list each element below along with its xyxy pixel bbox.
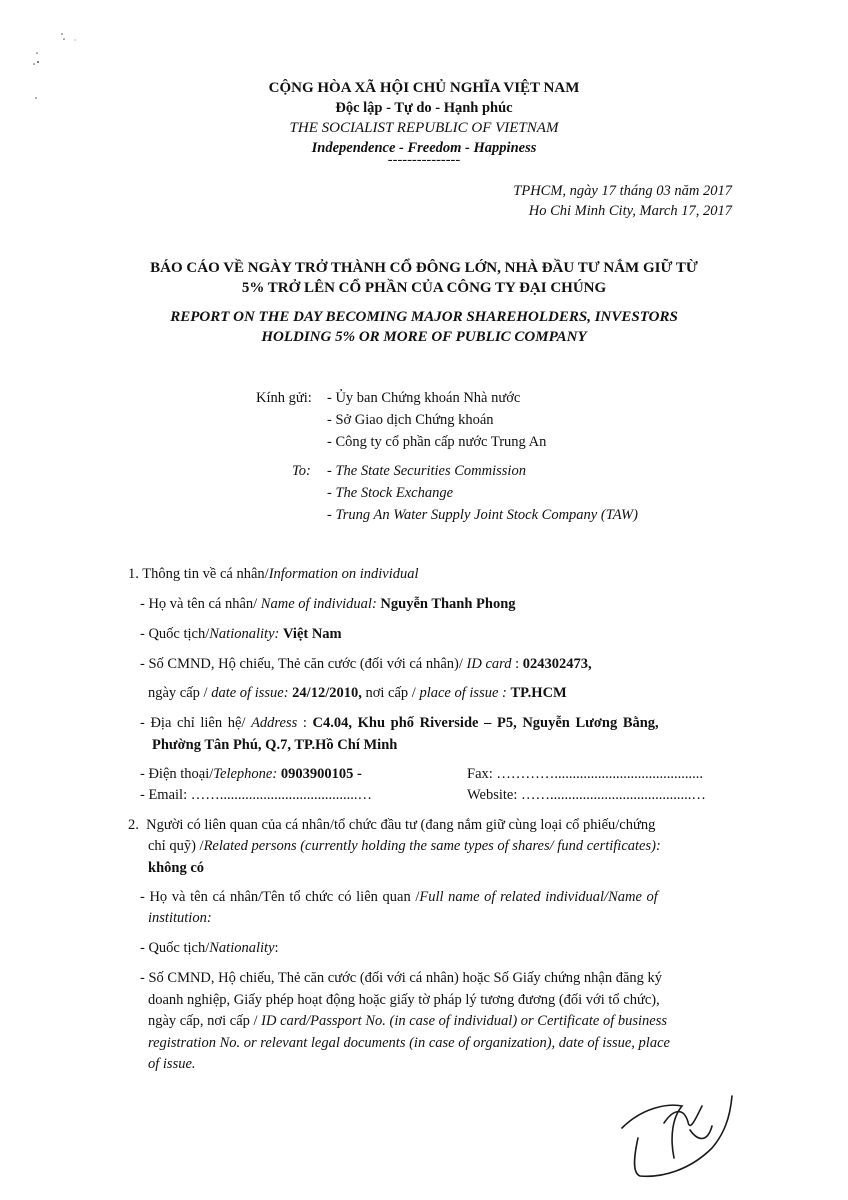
related-id-line3 (148, 1013, 667, 1030)
id-value: 024302473, (522, 656, 592, 672)
website-field: Website: …….......................................… (467, 787, 706, 803)
email-field: - Email: ……......................................… (140, 787, 372, 803)
related-nationality-label-vn: - Quốc tịch/ (140, 940, 210, 956)
telephone-label-en: Telephone: (213, 766, 278, 782)
section2-text-line2-en: Related persons (currently holding the same types of shares/ fund certificates): (203, 838, 661, 854)
section1-heading-en: Information on individual (268, 566, 419, 582)
individual-name-row (140, 596, 516, 613)
telephone-row (140, 766, 362, 783)
title-en-line2: HOLDING 5% OR MORE OF PUBLIC COMPANY (261, 329, 587, 345)
scan-specks (20, 20, 100, 130)
issue-date-value: 24/12/2010, (292, 685, 362, 701)
recipient-vn-1: - Ủy ban Chứng khoán Nhà nước (327, 390, 521, 406)
related-id-line1: - Số CMND, Hộ chiếu, Thẻ căn cước (đối với cá nhân) hoặc Số Giấy chứng nhận đăng ký (140, 970, 663, 986)
issue-place-label-vn: nơi cấp / (365, 685, 416, 701)
country-name-vn: CỘNG HÒA XÃ HỘI CHỦ NGHĨA VIỆT NAM (268, 80, 580, 96)
section1-number: 1. (128, 566, 139, 582)
related-id-line4: registration No. or relevant legal documents (in case of organization), date of issue, place (148, 1035, 670, 1051)
issue-place-value: TP.HCM (510, 685, 567, 701)
nationality-row (140, 626, 342, 643)
name-label-en: Name of individual: (260, 596, 377, 612)
section1-heading (128, 566, 419, 583)
id-label-vn: - Số CMND, Hộ chiếu, Thẻ căn cước (đối với cá nhân)/ (140, 656, 463, 672)
header-divider: --------------- (387, 152, 461, 168)
related-id-line2: doanh nghiệp, Giấy phép hoạt động hoặc giấy tờ pháp lý tương đương (đối với tổ chức), (148, 992, 660, 1008)
recipient-en-2: - The Stock Exchange (327, 485, 454, 501)
dateline-en: Ho Chi Minh City, March 17, 2017 (528, 203, 732, 219)
recipients-label-en: To: (292, 463, 311, 479)
related-nationality-label-en: Nationality (209, 940, 275, 956)
issue-row (148, 685, 567, 702)
handwritten-signature (612, 1078, 752, 1188)
address-label-vn: - Địa chỉ liên hệ/ (140, 715, 246, 731)
title-en-line1: REPORT ON THE DAY BECOMING MAJOR SHAREHOLDERS, INVESTORS (170, 309, 678, 325)
related-id-line5: of issue. (148, 1056, 196, 1072)
name-label-vn: - Họ và tên cá nhân/ (140, 596, 258, 612)
motto-vn: Độc lập - Tự do - Hạnh phúc (335, 100, 513, 116)
recipient-en-1: - The State Securities Commission (327, 463, 526, 479)
fax-field: Fax: …………......................................... (467, 766, 704, 782)
related-nationality-colon: : (274, 940, 279, 956)
id-card-row: - Số CMND, Hộ chiếu, Thẻ căn cước (đối với cá nhân)/ ID card : 024302473, (140, 656, 592, 672)
issue-date-label-vn: ngày cấp / (148, 685, 208, 701)
nationality-label-vn: - Quốc tịch/ (140, 626, 210, 642)
related-name-row (140, 889, 658, 906)
related-nationality-row (140, 940, 279, 957)
title-vn-line2: 5% TRỞ LÊN CỔ PHẦN CỦA CÔNG TY ĐẠI CHÚNG (241, 280, 607, 296)
related-name-label-en-line2: institution: (148, 910, 212, 926)
id-label-en: ID card (466, 656, 512, 672)
related-persons-value: không có (148, 860, 205, 876)
section1-heading-vn: Thông tin về cá nhân/ (142, 566, 269, 582)
nationality-label-en: Nationality: (209, 626, 280, 642)
section2-heading-line2 (148, 838, 661, 855)
related-id-line3-vn: ngày cấp, nơi cấp / (148, 1013, 258, 1029)
section2-text-line2-vn: chỉ quỹ) / (148, 838, 204, 854)
motto-en: Independence - Freedom - Happiness (311, 140, 537, 156)
title-vn-line1: BÁO CÁO VỀ NGÀY TRỞ THÀNH CỔ ĐÔNG LỚN, NHÀ ĐẦU TƯ NẮM GIỮ TỪ (150, 260, 698, 276)
recipients-label-vn: Kính gửi: (256, 390, 312, 406)
issue-place-label-en: place of issue : (419, 685, 507, 701)
address-row: - Địa chỉ liên hệ/ Address : C4.04, Khu phố Riverside – P5, Nguyễn Lương Bằng, (140, 715, 659, 731)
dateline-vn: TPHCM, ngày 17 tháng 03 năm 2017 (513, 183, 732, 199)
related-name-label-vn: - Họ và tên cá nhân/Tên tổ chức có liên quan / (140, 889, 420, 905)
telephone-label-vn: - Điện thoại/ (140, 766, 214, 782)
section2-number: 2. (128, 817, 139, 833)
address-value-line2: Phường Tân Phú, Q.7, TP.Hồ Chí Minh (152, 737, 398, 753)
telephone-value: 0903900105 - (280, 766, 362, 782)
address-label-en: Address (251, 715, 298, 731)
nationality-value: Việt Nam (282, 626, 342, 642)
recipient-vn-3: - Công ty cổ phần cấp nước Trung An (327, 434, 547, 450)
section2-heading-line1 (128, 817, 655, 834)
recipient-vn-2: - Sở Giao dịch Chứng khoán (327, 412, 494, 428)
related-name-label-en: Full name of related individual/Name of (419, 889, 658, 905)
name-value: Nguyễn Thanh Phong (380, 596, 516, 612)
section2-text-line1: Người có liên quan của cá nhân/tổ chức đầu tư (đang nắm giữ cùng loại cổ phiếu/chứng (146, 817, 656, 833)
country-name-en: THE SOCIALIST REPUBLIC OF VIETNAM (289, 120, 559, 136)
issue-date-label-en: date of issue: (211, 685, 289, 701)
related-id-line3-en: ID card/Passport No. (in case of individual) or Certificate of business (261, 1013, 667, 1029)
recipient-en-3: - Trung An Water Supply Joint Stock Company (TAW) (327, 507, 638, 523)
address-value-line1: C4.04, Khu phố Riverside – P5, Nguyễn Lương Bằng, (312, 715, 659, 731)
